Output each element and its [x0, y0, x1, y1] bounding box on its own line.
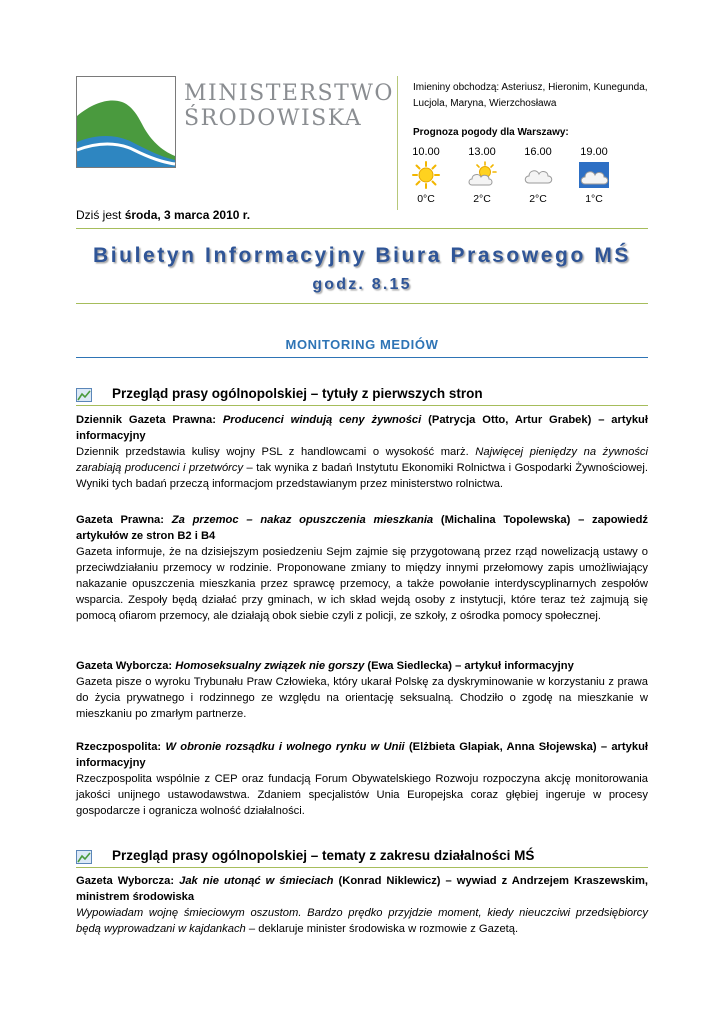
logo-text-line2: ŚRODOWISKA: [184, 106, 363, 131]
subsection-label: Przegląd prasy ogólnopolskiej – tematy z zakresu działalności MŚ: [112, 848, 535, 863]
article: [76, 512, 648, 624]
article: [76, 739, 648, 819]
article-source: Dziennik Gazeta Prawna:: [76, 414, 216, 426]
today-date-value: środa, 3 marca 2010 r.: [124, 208, 251, 222]
forecast-item: [518, 145, 558, 205]
forecast-time: 16.00: [524, 146, 552, 158]
article-source: Gazeta Wyborcza:: [76, 875, 175, 887]
sun-icon: [411, 161, 441, 189]
subsection-heading: [76, 386, 648, 404]
article-body-cont: – tak wynika z badań Instytutu Ekonomiki Rolnictwa i Gospodarki Żywnościowej. Wyniki tych badań przeczą informacjom przedstawianym przez ministerstwo rolnictwa.: [76, 462, 648, 490]
today-prefix: Dziś jest: [76, 208, 125, 222]
article-meta: (Michalina Topolewska) – zapowiedź artykułów ze stron B2 i B4: [76, 514, 649, 542]
sun-cloud-icon: [466, 161, 498, 189]
forecast-item: [406, 145, 446, 205]
cloud-icon: [522, 161, 554, 189]
chart-icon: [76, 850, 92, 864]
article-body-italic: Wypowiadam wojnę śmieciowym oszustom. Bardzo prędko przyjdzie moment, kiedy nieuczciwi przedsiębiorcy będą wyprowadzani w kajdankach: [76, 907, 648, 935]
article-meta: (Ewa Siedlecka) – artykuł informacyjny: [367, 660, 574, 672]
article-headline: W obronie rozsądku i wolnego rynku w Unii: [165, 741, 405, 753]
today-date: [76, 208, 250, 222]
article: [76, 412, 648, 492]
ministry-logo-mark-icon: [76, 76, 176, 168]
article-meta: (Konrad Niklewicz) – wywiad z Andrzejem Kraszewskim, ministrem środowiska: [76, 875, 649, 903]
bulletin-subtitle: godz. 8.15: [312, 276, 412, 293]
nameday-info: Imieniny obchodzą: Asteriusz, Hieronim, Kunegunda, Lucjola, Maryna, Wierzchosława: [413, 82, 648, 109]
article-body: Rzeczpospolita wspólnie z CEP oraz fundacją Forum Obywatelskiego Rozwoju rozpoczyna akcję monitorowania jakości unijnego ustawodawstwa. Zdaniem specjalistów Unia Europejska coraz głębiej ingeruje w procesy gospodarcze i ogranicza wolność działalności.: [76, 773, 648, 817]
title-rule-bottom: [76, 303, 648, 304]
article-source: Rzeczpospolita:: [76, 741, 162, 753]
section-rule: [76, 357, 648, 358]
section-heading: MONITORING MEDIÓW: [285, 337, 439, 352]
article-body-italic: Najwięcej pieniędzy na żywności zarabiają producenci i przetwórcy: [76, 446, 649, 474]
subsection-rule: [76, 867, 648, 868]
ministry-logo: [76, 76, 394, 168]
bulletin-title: Biuletyn Informacyjny Biura Prasowego MŚ: [92, 244, 632, 267]
article-body: Dziennik przedstawia kulisy wojny PSL z handlowcami o wysokość marż.: [76, 446, 469, 458]
forecast-item: [462, 145, 502, 205]
article-headline: Homoseksualny związek nie gorszy: [175, 660, 365, 672]
night-cloud-icon: [578, 161, 610, 189]
forecast-time: 10.00: [412, 146, 440, 158]
title-rule-top: [76, 228, 648, 229]
article-headline: Jak nie utonąć w śmieciach: [179, 875, 334, 887]
subsection-heading: [76, 848, 648, 866]
article-body: Gazeta informuje, że na dzisiejszym posiedzeniu Sejm zajmie się przygotowaną przez rząd nowelizacją ustawy o przeciwdziałaniu przemocy w rodzinie. Proponowane zmiany to między innymi przełomowy zapis umożliwiający nakazanie opuszczenia mieszkania przez sprawcę przemocy, a także powołanie interdyscyplinarnych zespołów wsparcia. Zespoły będą działać przy gminach, w ich skład wejdą osoby z instytucji, które teraz też zajmują się pomocą ofiarom przemocy, ale działają obok siebie czyli z policji, ze szkoły, z ośrodka pomocy społecznej.: [76, 546, 648, 622]
forecast-temp: 2°C: [473, 193, 491, 205]
forecast-temp: 1°C: [585, 193, 603, 205]
article-headline: Producenci windują ceny żywności: [222, 414, 422, 426]
forecast-item: [574, 145, 614, 205]
article-body-cont: – deklaruje minister środowiska w rozmowie z Gazetą.: [248, 923, 519, 935]
chart-icon: [76, 388, 92, 402]
article-meta: (Patrycja Otto, Artur Grabek) – artykuł informacyjny: [76, 414, 648, 442]
article-meta: (Elżbieta Glapiak, Anna Słojewska) – artykuł informacyjny: [76, 741, 649, 769]
article-source: Gazeta Prawna:: [76, 514, 164, 526]
article-source: Gazeta Wyborcza:: [76, 660, 173, 672]
header-divider: [397, 76, 398, 210]
article-body: Gazeta pisze o wyroku Trybunału Praw Człowieka, który ukarał Polskę za dyskryminowanie w korzystaniu z prawa do życia prywatnego i rodzinnego ze względu na orientację seksualną. Chodziło o zgodę na mieszkanie w mieszkaniu po zmarłym partnerze.: [76, 676, 648, 720]
subsection-rule: [76, 405, 648, 406]
forecast-temp: 2°C: [529, 193, 547, 205]
forecast-temp: 0°C: [417, 193, 435, 205]
article: [76, 873, 648, 937]
forecast-time: 19.00: [580, 146, 608, 158]
forecast-time: 13.00: [468, 146, 496, 158]
logo-text-line1: MINISTERSTWO: [184, 81, 394, 106]
article: [76, 658, 648, 722]
subsection-label: Przegląd prasy ogólnopolskiej – tytuły z pierwszych stron: [112, 386, 483, 401]
article-headline: Za przemoc – nakaz opuszczenia mieszkania: [171, 514, 434, 526]
forecast-title: Prognoza pogody dla Warszawy:: [413, 127, 569, 138]
